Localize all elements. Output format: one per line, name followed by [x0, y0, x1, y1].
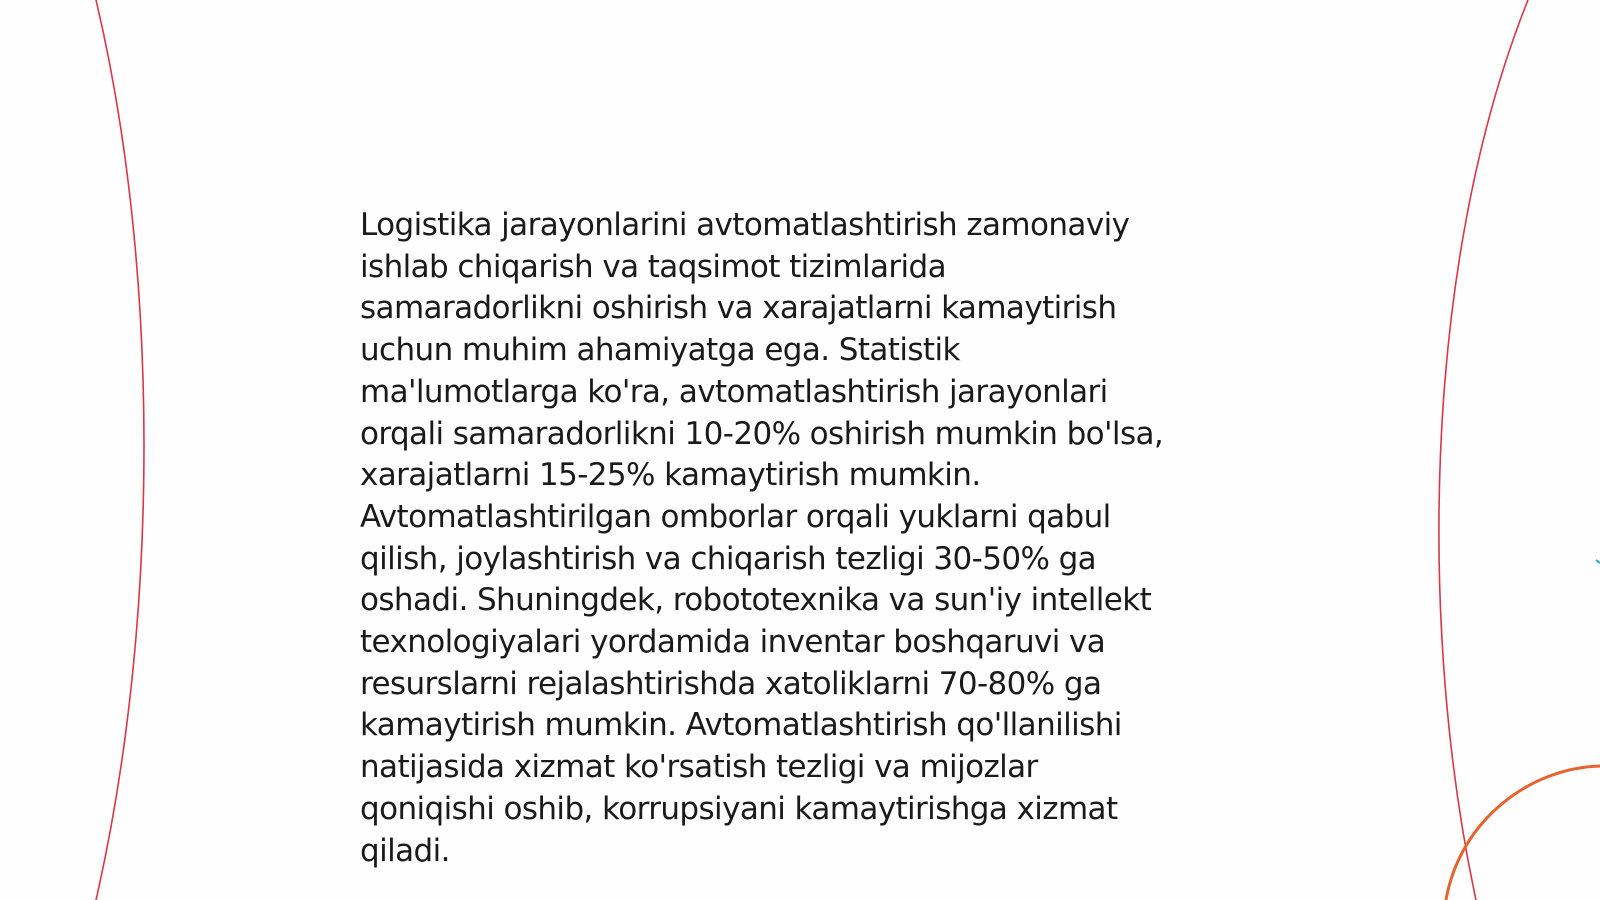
paragraph-line: ishlab chiqarish va taqsimot tizimlarida	[360, 248, 946, 285]
paragraph-line: qilish, joylashtirish va chiqarish tezligi 30-50% ga	[360, 540, 1097, 577]
paragraph-line: oshadi. Shuningdek, robototexnika va sun'iy intellekt	[360, 582, 1152, 619]
paragraph-line: kamaytirish mumkin. Avtomatlashtirish qo'llanilishi	[360, 707, 1122, 744]
body-paragraph	[360, 205, 1240, 872]
paragraph-line: orqali samaradorlikni 10-20% oshirish mumkin bo'lsa,	[360, 415, 1164, 452]
paragraph-line: xarajatlarni 15-25% kamaytirish mumkin.	[360, 457, 981, 494]
paragraph-line: ma'lumotlarga ko'ra, avtomatlashtirish jarayonlari	[360, 373, 1108, 410]
paragraph-line: texnologiyalari yordamida inventar boshqaruvi va	[360, 624, 1106, 661]
orange-arc	[1446, 766, 1600, 900]
paragraph-line: Logistika jarayonlarini avtomatlashtirish zamonaviy	[360, 207, 1130, 243]
paragraph-line: samaradorlikni oshirish va xarajatlarni kamaytirish	[360, 290, 1117, 327]
paragraph-line: resurslarni rejalashtirishda xatoliklarni 70-80% ga	[360, 665, 1102, 702]
paragraph-line: qiladi.	[360, 832, 450, 869]
blue-accent-mark	[1596, 560, 1600, 563]
left-curve-line	[96, 0, 144, 900]
paragraph-line: natijasida xizmat ko'rsatish tezligi va mijozlar	[360, 749, 1038, 786]
paragraph-line: Avtomatlashtirilgan omborlar orqali yuklarni qabul	[360, 498, 1111, 535]
paragraph-line: uchun muhim ahamiyatga ega. Statistik	[360, 332, 960, 369]
paragraph-line: qoniqishi oshib, korrupsiyani kamaytirishga xizmat	[360, 790, 1118, 827]
right-curve-line	[1439, 0, 1528, 900]
